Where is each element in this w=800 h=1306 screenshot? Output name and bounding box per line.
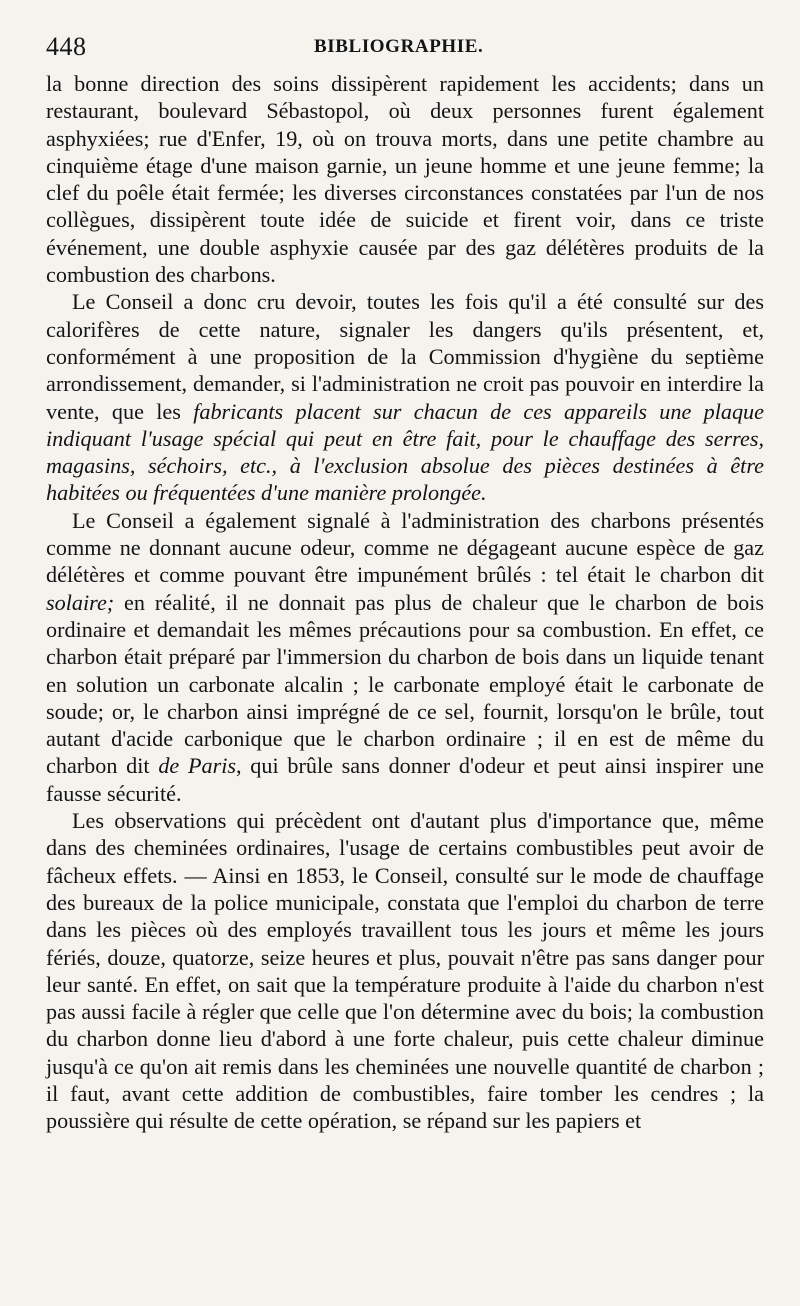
paragraph-p4	[46, 807, 764, 1135]
paragraph-p2	[46, 288, 764, 506]
text-run: Les observations qui précèdent ont d'autant plus d'importance que, même dans des cheminées ordinaires, l'usage de certains combustibles peut avoir de fâcheux effets. — Ainsi en 1853, le Conseil, consulté sur le mode de chauffage des bureaux de la police municipale, constata que l'emploi du charbon de terre dans les pièces où des employés travaillent tous les jours et même les jours fériés, douze, quatorze, seize heures et plus, pouvait n'être pas sans danger pour leur santé. En effet, on sait que la température produite à l'aide du charbon n'est pas aussi facile à régler que celle que l'on détermine avec du bois; la combustion du charbon donne lieu d'abord à une forte chaleur, puis cette chaleur diminue jusqu'à ce qu'on ait remis dans les cheminées une nouvelle quantité de charbon ; il faut, avant cette addition de combustibles, faire tomber les cendres ; la poussière qui résulte de cette opération, se répand sur les papiers et	[46, 808, 764, 1134]
text-run: , qui brûle sans donner d'odeur et peut ainsi inspirer une fausse sécurité.	[46, 753, 764, 806]
page-number: 448	[46, 32, 87, 61]
page-header	[46, 30, 764, 70]
paragraph-p3	[46, 507, 764, 807]
italic-text-run: fabricants placent sur chacun de ces appareils une plaque indiquant l'usage spécial qui peut en être fait, pour le chauffage des serres, magasins, séchoirs, etc., à l'exclusion absolue des pièces destinées à être habitées ou fréquentées d'une manière prolongée.	[46, 398, 765, 506]
italic-text-run: solaire;	[46, 589, 115, 615]
text-run: en réalité, il ne donnait pas plus de chaleur que le charbon de bois ordinaire et demandait les mêmes précautions pour sa combustion. En effet, ce charbon était préparé par l'immersion du charbon de bois dans un liquide tenant en solution un carbonate alcalin ; le carbonate employé était le carbonate de soude; or, le charbon ainsi imprégné de ce sel, fournit, lorsqu'on le brûle, tout autant d'acide carbonique que le charbon ordinaire ; il en est de même du charbon dit	[46, 589, 764, 779]
running-head: BIBLIOGRAPHIE.	[314, 36, 484, 57]
text-run: Le Conseil a également signalé à l'administration des charbons présentés comme ne donnant aucune odeur, comme ne dégageant aucune espèce de gaz délétères et comme pouvant être impunément brûlés : tel était le charbon dit	[46, 507, 764, 588]
text-run: Le Conseil a donc cru devoir, toutes les fois qu'il a été consulté sur des calorifères de cette nature, signaler les dangers qu'ils présentent, et, conformément à une proposition de la Commission d'hygiène du septième arrondissement, demander, si l'administration ne croit pas pouvoir en interdire la vente, que les	[46, 289, 764, 424]
paragraph-p1	[46, 70, 764, 288]
italic-text-run: de Paris	[158, 753, 237, 779]
text-run: la bonne direction des soins dissipèrent rapidement les accidents; dans un restaurant, boulevard Sébastopol, où deux personnes furent également asphyxiées; rue d'Enfer, 19, où on trouva morts, dans une petite chambre au cinquième étage d'une maison garnie, un jeune homme et une jeune femme; la clef du poêle était fermée; les diverses circonstances constatées par l'un de nos collègues, dissipèrent toute idée de suicide et firent voir, dans ce triste événement, une double asphyxie causée par des gaz délétères produits de la combustion des charbons.	[46, 71, 764, 288]
body-text	[46, 70, 764, 1135]
